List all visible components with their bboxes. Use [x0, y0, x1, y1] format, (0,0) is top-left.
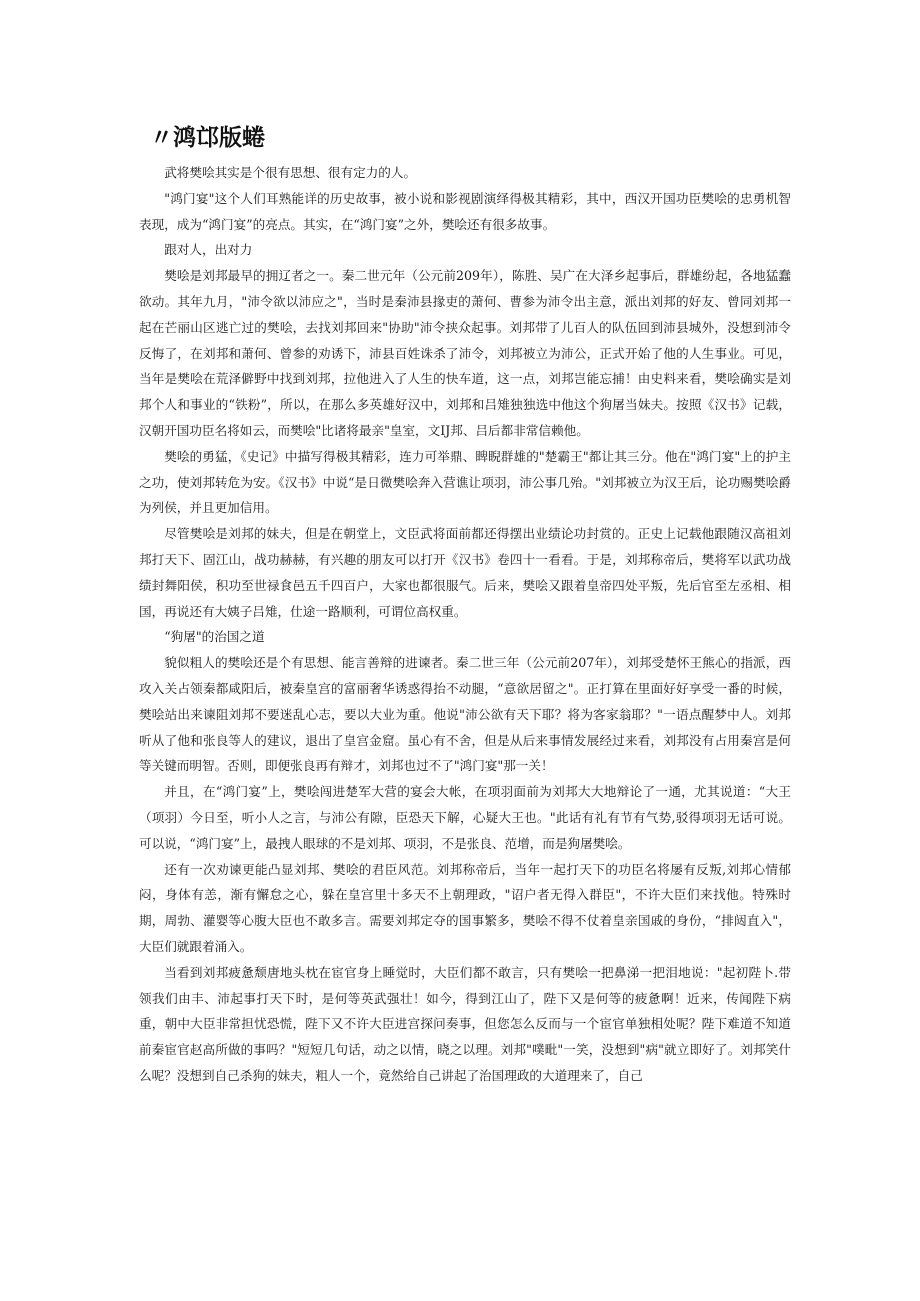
- section-heading-governance: “狗屠"的治国之道: [164, 629, 265, 645]
- paragraph-supporter: 樊哙是刘邦最早的拥辽者之一。秦二世元年（公元前209年），陈胜、吴广在大泽乡起事后，群雄纷起，各地猛蠢欲动。其年九月，"沛令欲以沛应之"，当时是秦沛县掾吏的萧何、曹参为沛令出主意，派出刘邦的好友、曾同刘邦一起在芒丽山区逃亡过的樊哙，去找刘邦回来"协助"沛令挟众起事。刘邦带了儿百人的队伍回到沛县城外，没想到沛令反悔了，在刘邦和萧何、曾参的劝诱下，沛县百姓诛杀了沛令，刘邦被立为沛公，正式开始了他的人生事业。可见，当年是樊哙在荒泽僻野中找到刘邦，拉他进入了人生的快车道，这一点，刘邦岂能忘捕！由史料来看，樊哙确实是刘邦个人和事业的“铁粉”，所以，在那么多英雄好汉中，刘邦和吕雉独独选中他这个狗屠当妹夫。按照《汉书》记载，汉朝开国功臣名将如云，而樊哙"比诸将最亲"皇室，文IJ邦、吕后都非常信赖他。: [139, 268, 791, 438]
- paragraph-intro: 武将樊哙其实是个很有思想、很有定力的人。: [164, 165, 417, 180]
- paragraph-banquet: 并且，在“鸿门宴”上，樊哙闯进楚军大营的宴会大帐，在项羽面前为刘邦大大地辩论了一通，尤其说道：“大王（项羽）今日至，听小人之言，与沛公有隙，臣恐天下解，心疑大王也。"此话有礼有节有气势,驳得项羽无话可说。可以说，“鸿门宴”上，最拽人眼球的不是刘邦、项羽，不是张良、范增，而是狗屠樊哙。: [139, 784, 791, 851]
- paragraph-remonstrance: 还有一次劝谏更能凸显刘邦、樊哙的君臣风范。刘邦称帝后，当年一起打天下的功臣名将屡有反叛,刘邦心情郁闷，身体有恙，渐有懈怠之心，躲在皇宫里十多天不上朝理政，"诏户者无得入群臣"，不许大臣们来找他。特殊时期，周勃、灌婴等心腹大臣也不敢多言。需要刘邦定夺的国事繁多，樊哙不得不仗着皇亲国戚的身份，“排闼直入"，大臣们就跟着涌入。: [139, 861, 791, 954]
- paragraph-merits: 尽管樊哙是刘邦的妹夫，但是在朝堂上，文臣武将面前都还得摆出业绩论功封赏的。正史上记载他跟随汉高祖刘邦打天下、固江山，战功赫赫，有兴趣的朋友可以打开《汉书》卷四十一看看。于是，刘邦称帝后，樊将军以武功战绩封舞阳侯，积功至世禄食邑五千四百户，大家也都很服气。后来，樊哙又跟着皇帝四处平叛，先后官至左丞相、相国，再说还有大姨子吕雉，仕途一路顺利，可谓位高权重。: [139, 526, 791, 619]
- article-body: [139, 160, 791, 1089]
- paragraph-hongmen: "鸿门宴"这个人们耳熟能详的历史故事，被小说和影视剧演绎得极其精彩，其中，西汉开国功臣樊哙的忠勇机智表现，成为“鸿门宴”的亮点。其实，在“鸿门宴”之外，樊哙还有很多故事。: [139, 190, 791, 232]
- paragraph-bravery: 樊哙的勇猛，《史记》中描写得极其精彩，连力可举鼎、睥睨群雄的"楚霸王"都让其三分。他在"鸿门宴"上的护主之功，使刘邦转危为安。《汉书》中说“是日微樊哙奔入营谯让项羽，沛公事几殆。"刘邦被立为汉王后，论功赐樊哙爵为列侯，并且更加信用。: [139, 448, 791, 516]
- paragraph-advice: 貌似粗人的樊哙还是个有思想、能言善辩的进谏者。秦二世三年（公元前207年），刘邦受楚怀王熊心的指派，西攻入关占领秦都咸阳后，被秦皇宫的富丽奢华诱惑得抬不动腿，“意欲居留之"。正打算在里面好好享受一番的时候，樊哙站出来谏阻刘邦不要迷乱心志，要以大业为重。他说"沛公欲有天下耶？将为客家翁耶？"一语点醒梦中人。刘邦听从了他和张良等人的建议，退出了皇宫金窟。虽心有不舍，但是从后来事情发展经过来看，刘邦没有占用秦宫是何等关键而明智。否则，即便张良再有辩才，刘邦也过不了"鸿门宴"那一关！: [139, 655, 791, 774]
- article-title: 〃鸿邙版蜷: [150, 125, 265, 151]
- section-heading-follow: 跟对人，出对力: [164, 242, 253, 258]
- paragraph-sickbed: 当看到刘邦疲惫颓唐地头枕在宦官身上睡觉时，大臣们都不敢言，只有樊哙一把鼻涕一把泪地说："起初陛卜.带领我们由丰、沛起事打天下时，是何等英武强壮！如今，得到江山了，陛下又是何等的疲惫啊！近来，传闻陛下病重，朝中大臣非常担忧恐慌，陛下又不许大臣进宫探问奏事，但您怎么反而与一个宦官单独相处呢？陛下难道不知道前秦宦官赵高所做的事吗？"短短几句话，动之以情，晓之以理。刘邦"噗毗"一笑，没想到"病"就立即好了。刘邦笑什么呢？没想到自己杀狗的妹夫，粗人一个，竟然给自己讲起了治国理政的大道理来了，自己: [139, 964, 791, 1083]
